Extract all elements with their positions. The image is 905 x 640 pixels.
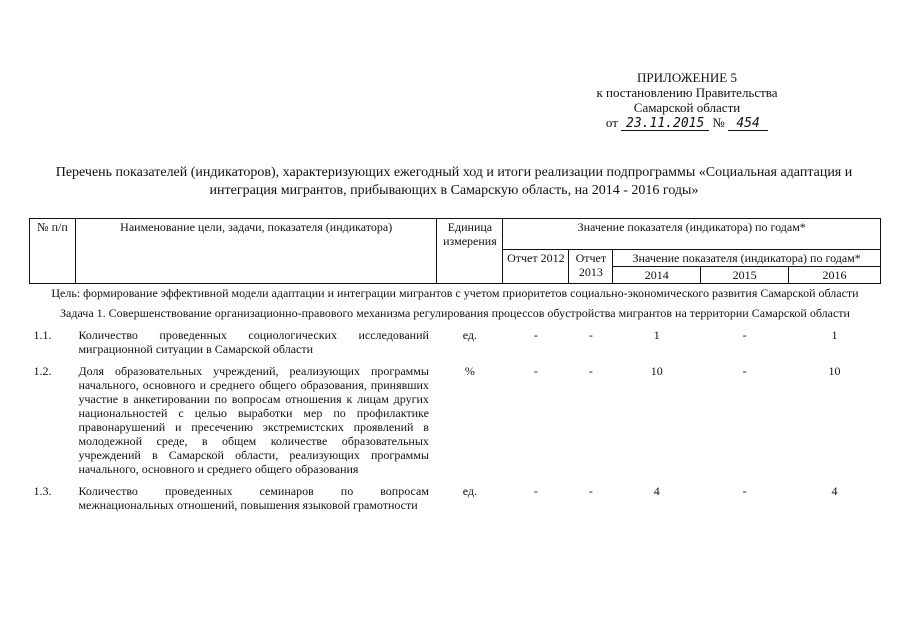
appendix-date-number-line [567, 115, 807, 131]
row-indicator-name: Количество проведенных социологических исследований миграционной ситуации в Самарской области [78, 328, 429, 356]
row-value-2012: - [533, 364, 538, 378]
row-value-2014: 1 [653, 328, 660, 342]
header-target-values: Значение показателя (индикатора) по годам* [613, 250, 881, 267]
row-value-2015: - [742, 484, 747, 498]
row-unit: % [464, 364, 475, 378]
row-value-2015: - [742, 328, 747, 342]
appendix-block [567, 70, 807, 131]
header-name: Наименование цели, задачи, показателя (индикатора) [75, 219, 436, 284]
goal-row [30, 284, 881, 305]
goal-text: Цель: формирование эффективной модели адаптации и интеграции мигрантов с учетом приоритетов социально-экономического развития Самарской области [51, 286, 859, 300]
header-unit: Единица измерения [437, 219, 503, 284]
appendix-region-line: Самарской области [633, 100, 741, 115]
header-year-2016: 2016 [789, 267, 881, 284]
header-values-by-year: Значение показателя (индикатора) по годам* [503, 219, 881, 250]
row-number: 1.2. [33, 364, 52, 378]
number-label: № [712, 115, 725, 130]
row-value-2012: - [533, 328, 538, 342]
indicators-table [29, 218, 881, 516]
header-num: № п/п [30, 219, 76, 284]
row-number: 1.3. [33, 484, 52, 498]
from-label: от [605, 115, 618, 130]
row-indicator-name: Количество проведенных семинаров по вопросам межнациональных отношений, повышения языковой грамотности [78, 484, 429, 512]
resolution-date: 23.11.2015 [621, 118, 709, 131]
table-row [30, 480, 881, 516]
task-text: Задача 1. Совершенствование организационно-правового механизма регулирования процессов обустройства мигрантов на территории Самарской области [60, 306, 850, 320]
row-value-2016: 10 [828, 364, 841, 378]
header-year-2014: 2014 [613, 267, 701, 284]
row-value-2013: - [588, 328, 593, 342]
document-title: Перечень показателей (индикаторов), характеризующих ежегодный ход и итоги реализации подпрограммы «Социальная адаптация и интеграция мигрантов, прибывающих в Самарскую область, на 2014 - 2016 годы» [55, 165, 853, 198]
row-value-2016: 4 [831, 484, 838, 498]
row-number: 1.1. [33, 328, 52, 342]
row-value-2015: - [742, 364, 747, 378]
table-row [30, 324, 881, 360]
row-value-2012: - [533, 484, 538, 498]
row-value-2013: - [588, 484, 593, 498]
row-value-2014: 4 [653, 484, 660, 498]
row-unit: ед. [462, 484, 478, 498]
row-unit: ед. [462, 328, 478, 342]
table-header-row [30, 219, 881, 250]
row-value-2014: 10 [650, 364, 663, 378]
header-report-2013: Отчет 2013 [569, 250, 613, 284]
table-row [30, 360, 881, 480]
resolution-number: 454 [728, 118, 768, 131]
header-report-2012: Отчет 2012 [503, 250, 569, 284]
appendix-resolution-line: к постановлению Правительства [596, 85, 778, 100]
row-indicator-name: Доля образовательных учреждений, реализующих программы начального, основного и среднего общего образования, принявших участие в анкетировании по вопросам отношения к лицам других национальностей с целью выработки мер по профилактике правонарушений и пресечению экстремистских проявлений в молодежной среде, в общем количестве образовательных учреждений в Самарской области, реализующих программы начального, основного и среднего общего образования [78, 364, 429, 476]
header-year-2015: 2015 [701, 267, 789, 284]
row-value-2016: 1 [831, 328, 838, 342]
row-value-2013: - [588, 364, 593, 378]
appendix-title: ПРИЛОЖЕНИЕ 5 [637, 70, 737, 85]
task-row [30, 304, 881, 324]
